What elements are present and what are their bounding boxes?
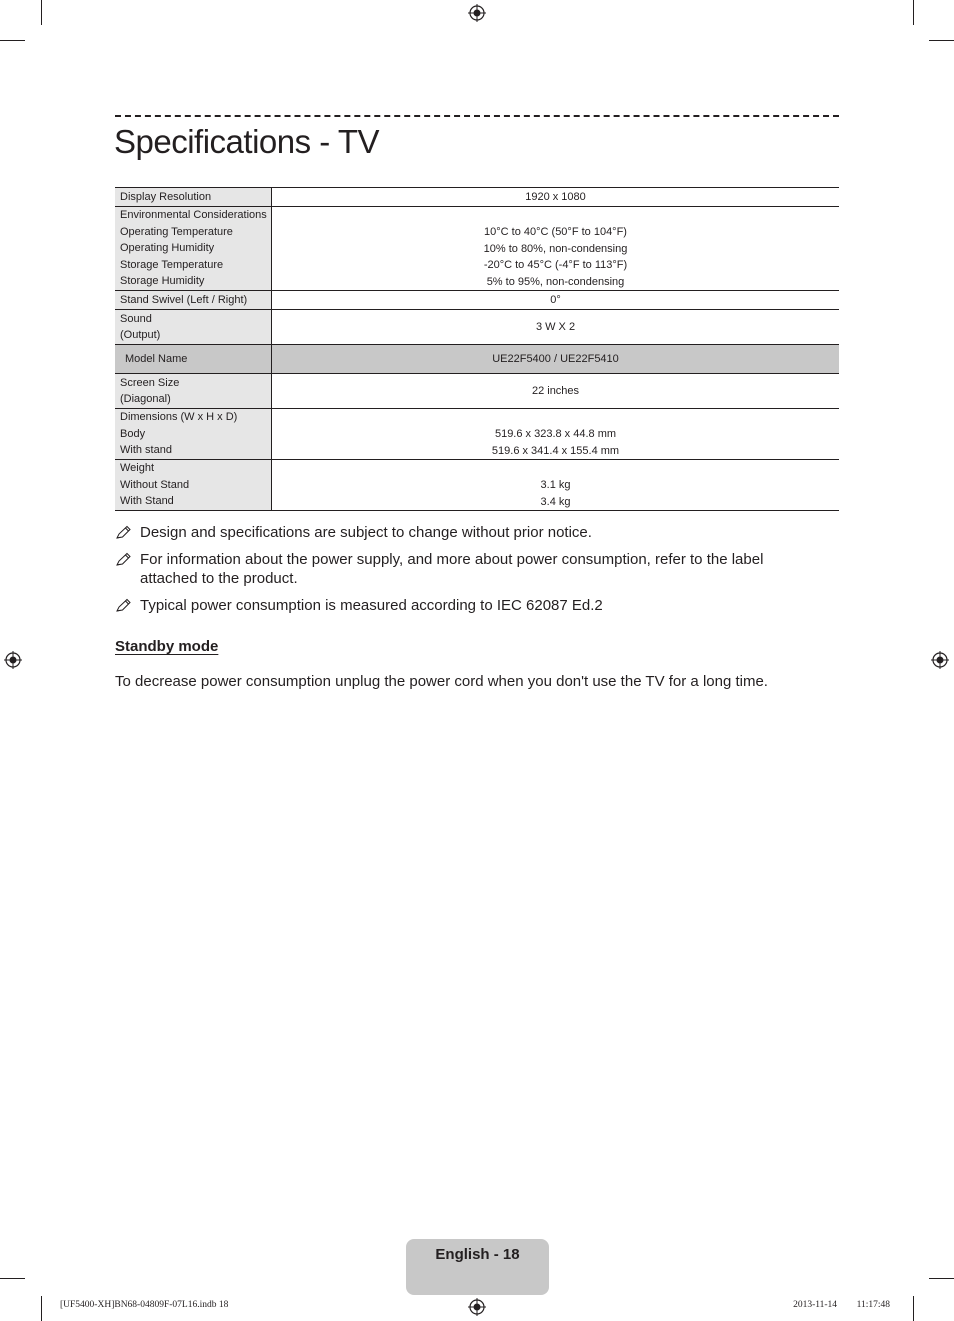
table-row xyxy=(115,374,839,409)
registration-mark-icon xyxy=(468,4,486,22)
row-value xyxy=(272,207,840,291)
crop-mark xyxy=(0,1278,25,1279)
value-line: -20°C to 45°C (-4°F to 113°F) xyxy=(483,259,628,271)
value-line: 3.1 kg xyxy=(540,479,571,491)
specifications-table xyxy=(115,187,839,511)
row-value xyxy=(272,460,840,511)
label-line: Body xyxy=(120,427,146,440)
notes-list xyxy=(115,523,839,622)
row-value xyxy=(272,291,840,310)
value-line: 5% to 95%, non-condensing xyxy=(486,275,625,288)
value-line: 10°C to 40°C (50°F to 104°F) xyxy=(484,226,627,238)
table-row-model-name xyxy=(115,345,839,374)
label-line: (Output) xyxy=(120,329,161,341)
crop-mark xyxy=(41,0,42,25)
row-value xyxy=(272,374,840,409)
value-line: 3 W X 2 xyxy=(535,320,576,333)
table-row xyxy=(115,188,839,207)
label-line: Without Stand xyxy=(120,478,190,491)
row-label xyxy=(115,374,272,409)
registration-mark-icon xyxy=(4,651,22,669)
standby-mode-text: To decrease power consumption unplug the power cord when you don't use the TV for a long time. xyxy=(115,673,768,690)
note-text: Typical power consumption is measured according to IEC 62087 Ed.2 xyxy=(140,596,603,614)
value-line: 1920 x 1080 xyxy=(525,190,586,203)
value-line: UE22F5400 / UE22F5410 xyxy=(492,352,619,365)
row-label xyxy=(115,345,272,374)
label-line: Environmental Considerations xyxy=(120,209,267,222)
crop-mark xyxy=(913,0,914,25)
note-item xyxy=(115,523,839,543)
label-line: Weight xyxy=(120,462,155,475)
label-line: Storage Temperature xyxy=(120,258,224,271)
page-number: English - 18 xyxy=(435,1246,520,1263)
label-line: Operating Temperature xyxy=(120,225,233,238)
row-value xyxy=(272,188,840,207)
note-item xyxy=(115,550,839,589)
crop-mark xyxy=(41,1296,42,1321)
row-value xyxy=(272,345,840,374)
value-line: 519.6 x 341.4 x 155.4 mm xyxy=(491,444,620,457)
title-dashed-rule xyxy=(115,115,839,117)
value-line: 3.4 kg xyxy=(540,495,571,508)
crop-mark xyxy=(929,1278,954,1279)
label-line: (Diagonal) xyxy=(120,393,171,405)
value-line: 22 inches xyxy=(531,384,580,397)
label-line: With stand xyxy=(120,444,172,457)
label-line: Dimensions (W x H x D) xyxy=(120,411,238,424)
note-pen-icon xyxy=(115,552,133,567)
value-line: 10% to 80%, non-condensing xyxy=(483,242,628,255)
row-value xyxy=(272,310,840,345)
row-label xyxy=(115,188,272,207)
value-line: 519.6 x 323.8 x 44.8 mm xyxy=(494,428,617,440)
note-text: For information about the power supply, and more about power consumption, refer to the label attached to the product. xyxy=(140,550,764,587)
table-row xyxy=(115,409,839,460)
registration-mark-icon xyxy=(468,1298,486,1316)
label-line: Display Resolution xyxy=(120,190,212,203)
label-line: Model Name xyxy=(125,352,188,365)
label-line: Storage Humidity xyxy=(120,275,205,288)
label-line: Stand Swivel (Left / Right) xyxy=(120,293,248,306)
crop-mark xyxy=(0,40,25,41)
standby-mode-heading: Standby mode xyxy=(115,638,219,655)
row-label xyxy=(115,460,272,511)
page-title: Specifications - TV xyxy=(114,123,380,160)
note-pen-icon xyxy=(115,598,133,613)
table-row xyxy=(115,207,839,291)
print-slug-right: 2013-11-14 ￿￿ 11:17:48 xyxy=(793,1300,890,1310)
note-pen-icon xyxy=(115,525,133,540)
value-line: 0° xyxy=(550,293,561,306)
note-item xyxy=(115,596,839,616)
label-line: Screen Size xyxy=(120,376,180,389)
row-label xyxy=(115,291,272,310)
table-row xyxy=(115,291,839,310)
row-label xyxy=(115,207,272,291)
registration-mark-icon xyxy=(931,651,949,669)
page-number-tab xyxy=(406,1239,549,1295)
table-row xyxy=(115,310,839,345)
label-line: Sound xyxy=(120,312,152,325)
row-label xyxy=(115,409,272,460)
label-line: Operating Humidity xyxy=(120,242,215,255)
crop-mark xyxy=(929,40,954,41)
crop-mark xyxy=(913,1296,914,1321)
row-label xyxy=(115,310,272,345)
note-text: Design and specifications are subject to change without prior notice. xyxy=(140,524,592,541)
row-value xyxy=(272,409,840,460)
table-row xyxy=(115,460,839,511)
label-line: With Stand xyxy=(120,495,174,508)
print-slug-left: [UF5400-XH]BN68-04809F-07L16.indb 18 xyxy=(60,1300,229,1310)
